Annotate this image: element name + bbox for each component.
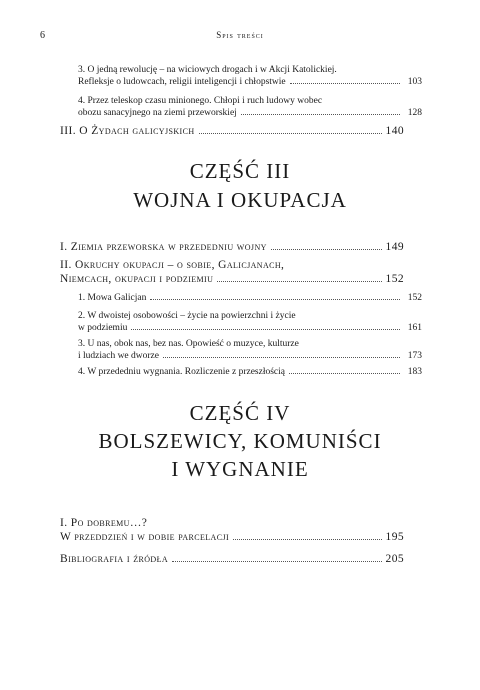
leader-dots [131,329,400,330]
toc-entry-text: Refleksje o ludowcach, religii inteligencji i chłopstwie [78,77,286,87]
page-number: 6 [40,30,45,41]
toc-entry[interactable] [60,95,422,119]
toc-page-number: 152 [385,273,404,285]
toc-entry-text: Niemcach, okupacji i podziemiu [60,273,214,285]
toc-entry-text: W przeddzień i w dobie parcelacji [60,531,230,543]
toc-entry-text: III. O Żydach galicyjskich [60,125,195,137]
part-title: CZĘŚĆ III [189,159,291,183]
toc-entry-text: 4. Przez teleskop czasu minionego. Chłopi i ruch ludowy wobec [78,96,323,106]
toc-entry[interactable] [60,310,422,334]
toc-entry-text: 4. W przededniu wygnania. Rozliczenie z przeszłością [78,367,285,377]
leader-dots [150,299,400,300]
toc-entry-text: 2. W dwoistej osobowości – życie na powierzchni i życie [78,311,296,321]
toc-entry-text: 1. Mowa Galicjan [78,293,147,303]
toc-entry-text: 3. O jedną rewolucję – na wiciowych drogach i w Akcji Katolickiej. [78,65,337,75]
toc-entry-text: I. Po dobremu…? [60,517,148,529]
running-head: Spis treści [216,30,264,40]
leader-dots [241,114,400,115]
leader-dots [271,249,382,250]
toc-entry[interactable] [60,64,422,88]
leader-dots [289,373,400,374]
toc-entry[interactable] [60,124,404,138]
toc-entry[interactable] [60,366,422,378]
toc-page-number: 183 [407,367,422,377]
toc-page-number: 152 [407,293,422,303]
part-subtitle: I WYGNANIE [171,457,309,481]
leader-dots [233,539,382,540]
toc-page-number: 205 [385,553,404,565]
toc-entry-text: II. Okruchy okupacji – o sobie, Galicjanach, [60,259,285,271]
part-subtitle: BOLSZEWICY, KOMUNIŚCI [98,429,382,453]
toc-page-number: 140 [385,125,404,137]
toc-entry-text: obozu sanacyjnego na ziemi przeworskiej [78,108,237,118]
toc-page-number: 149 [385,241,404,253]
toc-entry[interactable] [60,338,422,362]
toc-page-number: 173 [407,351,422,361]
toc-entry-text: I. Ziemia przeworska w przededniu wojny [60,241,267,253]
toc-page-number: 195 [385,531,404,543]
toc-entry-text: Bibliografia i źródła [60,553,169,565]
toc-entry[interactable] [60,240,404,254]
part-subtitle: WOJNA I OKUPACJA [133,188,347,212]
toc-page-number: 103 [407,77,422,87]
leader-dots [290,83,400,84]
leader-dots [172,561,382,562]
toc-entry[interactable] [60,516,404,544]
toc-page-number: 128 [407,108,422,118]
toc-entry[interactable] [60,292,422,304]
leader-dots [217,281,381,282]
leader-dots [199,133,382,134]
part-title: CZĘŚĆ IV [189,401,291,425]
toc-page-number: 161 [407,323,422,333]
toc-entry[interactable] [60,258,404,286]
leader-dots [163,357,400,358]
toc-entry-text: w podziemiu [78,323,128,333]
toc-entry-text: 3. U nas, obok nas, bez nas. Opowieść o muzyce, kulturze [78,339,299,349]
toc-entry[interactable] [60,552,404,566]
toc-entry-text: i ludziach we dworze [78,351,159,361]
